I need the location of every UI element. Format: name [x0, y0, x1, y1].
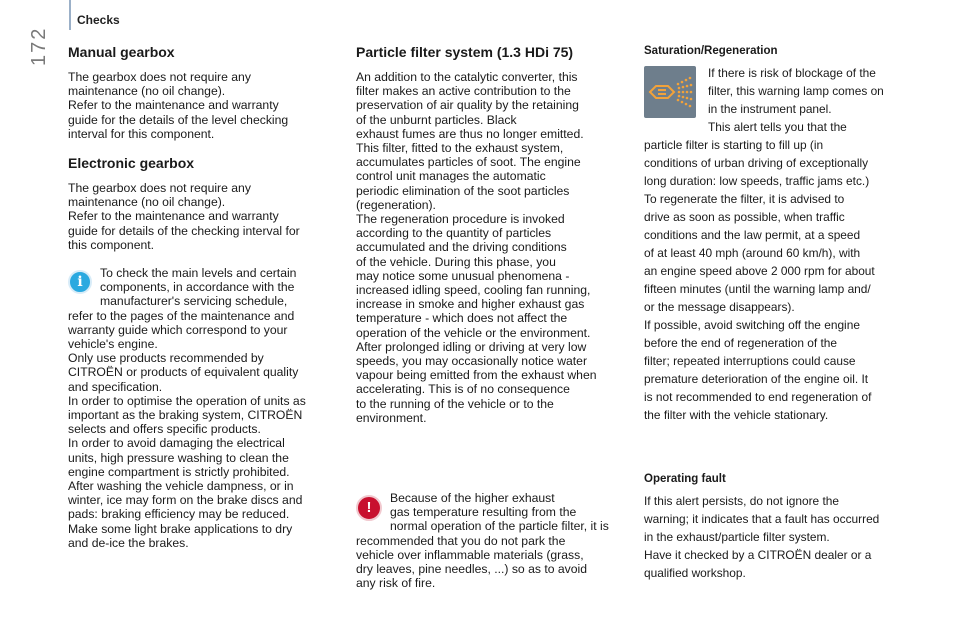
column-gearbox — [68, 44, 338, 550]
saturation-text: If there is risk of blockage of the filter, this warning lamp comes on in the instrument panel. This alert tells you that the particle filter is starting to fill up (in conditions of urban driving of exceptionally long duration: low speeds, traffic jams etc.) To regenerate the filter, it is advised to drive as soon as possible, when traffic conditions and the law permit, at a speed of at least 40 mph (around 60 km/h), with an engine speed above 2 000 rpm for about fifteen minutes (until the warning lamp and/ or the message disappears). If possible, avoid switching off the engine before the end of regeneration of the filter; repeated interruptions could cause premature deterioration of the engine oil. It is not recommended to end regeneration of the filter with the vehicle stationary. — [644, 66, 884, 422]
electronic-gearbox-text: The gearbox does not require any maintenance (no oil change). Refer to the maintenance and warranty guide for details of the checking interval for this component. — [68, 181, 300, 252]
warning-note — [356, 491, 626, 590]
saturation-heading: Saturation/Regeneration — [644, 45, 778, 57]
operating-fault-text: If this alert persists, do not ignore the warning; it indicates that a fault has occurred in the exhaust/particle filter system. Have it checked by a CITROËN dealer or a qualified workshop. — [644, 494, 880, 580]
electronic-gearbox-heading: Electronic gearbox — [68, 155, 195, 172]
column-particle-filter — [356, 44, 626, 591]
particle-filter-heading: Particle filter system (1.3 HDi 75) — [356, 44, 574, 60]
column-saturation — [644, 44, 919, 582]
warning-note-text: Because of the higher exhaust gas temperature resulting from the normal operation of the particle filter, it is recommended that you do not park the vehicle over inflammable materials (grass, dry leaves, pine needles, ...) so as to avoid any risk of fire. — [356, 491, 609, 591]
info-note — [68, 266, 338, 550]
exclamation-icon: ! — [356, 495, 382, 521]
operating-fault-heading: Operating fault — [644, 473, 726, 485]
section-header: Checks — [77, 13, 120, 27]
page-number: 172 — [28, 26, 50, 66]
manual-gearbox-heading: Manual gearbox — [68, 44, 175, 60]
info-note-text: To check the main levels and certain components, in accordance with the manufacturer's servicing schedule, refer to the pages of the maintenance and warranty guide which correspond to your vehicle's engine. Only use products recommended by CITROËN or products of equivalent quality and specification. In order to optimise the operation of units as important as the braking system, CITROËN selects and offers specific products. In order to avoid damaging the electrical units, high pressure washing to clean the engine compartment is strictly prohibited. After washing the vehicle dampness, or in winter, ice may form on the brake discs and pads: braking efficiency may be reduced. Make some light brake applications to dry and de-ice the brakes. — [68, 266, 306, 550]
manual-gearbox-text: The gearbox does not require any maintenance (no oil change). Refer to the maintenance and warranty guide for the details of the level checking interval for this component. — [68, 70, 289, 141]
particle-filter-text: An addition to the catalytic converter, this filter makes an active contribution to the preservation of air quality by the retaining of the unburnt particles. Black exhaust fumes are thus no longer emitted. This filter, fitted to the exhaust system, accumulates particles of soot. The engine control unit manages the automatic periodic elimination of the soot particles (regeneration). The regeneration procedure is invoked according to the quantity of particles accumulated and the driving conditions of the vehicle. During this phase, you may notice some unusual phenomena - increased idling speed, cooling fan running, increase in smoke and higher exhaust gas temperature - which does not affect the operation of the vehicle or the environment. After prolonged idling or driving at very low speeds, you may occasionally notice water vapour being emitted from the exhaust when accelerating. This is of no consequence to the running of the vehicle or to the environment. — [356, 70, 597, 425]
particle-filter-warning-lamp-icon — [644, 66, 696, 118]
section-marker-bar — [69, 0, 71, 30]
info-icon: i — [68, 270, 92, 294]
